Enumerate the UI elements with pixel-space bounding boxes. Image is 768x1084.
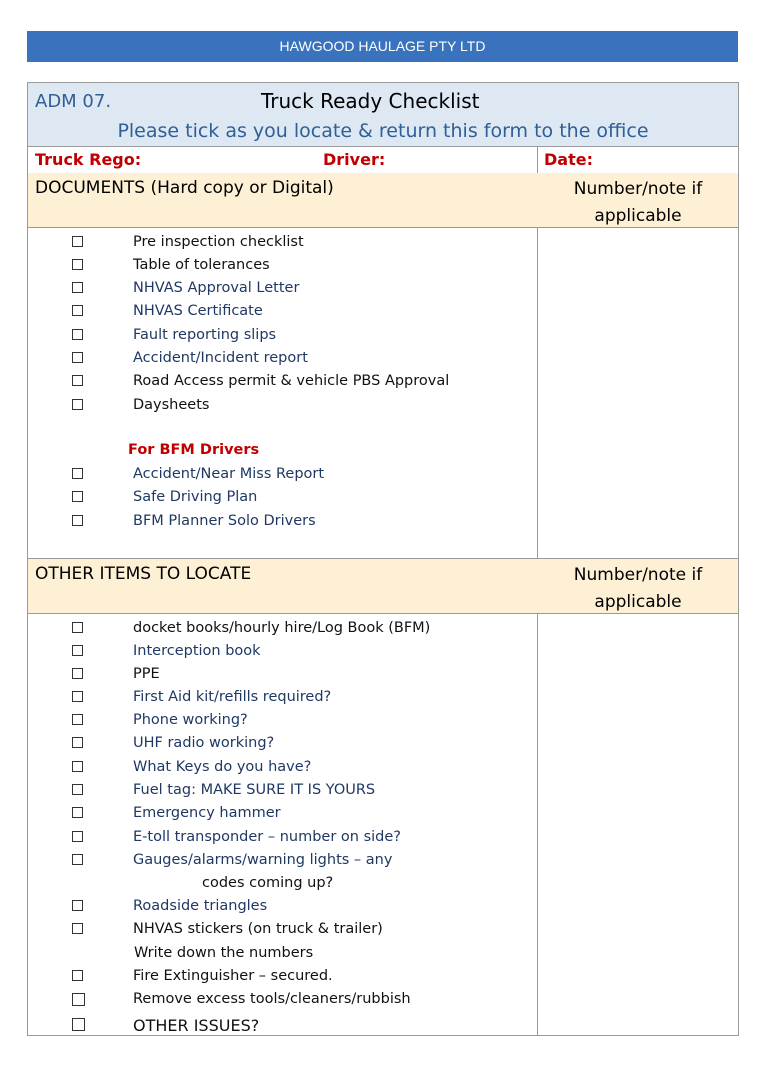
doc-item-label: NHVAS Approval Letter [133,280,300,296]
doc-item [28,303,528,325]
other-item-label: docket books/hourly hire/Log Book (BFM) [133,620,431,636]
checkbox[interactable] [72,854,83,865]
other-item [28,1016,528,1038]
form-title: Truck Ready Checklist [261,89,480,113]
other-section-header [28,558,738,614]
driver-label: Driver: [323,150,386,169]
doc-item [28,280,528,302]
doc-item [28,327,528,349]
other-item [28,805,528,827]
other-item [28,712,528,734]
checkbox[interactable] [72,282,83,293]
checkbox[interactable] [72,761,83,772]
other-item-label: Remove excess tools/cleaners/rubbish [133,991,411,1007]
other-item-label: Fire Extinguisher – secured. [133,968,333,984]
other-item-label: Phone working? [133,712,248,728]
other-item-label: Interception book [133,643,261,659]
documents-note-header [538,176,738,230]
doc-item-label: Accident/Incident report [133,350,308,366]
doc-item-label: Fault reporting slips [133,327,277,343]
other-item [28,643,528,665]
checkbox[interactable] [72,259,83,270]
doc-item-label: Daysheets [133,397,210,413]
checkbox[interactable] [72,691,83,702]
note-header-line-1: Number/note if [573,179,703,199]
other-item [28,852,528,874]
checkbox[interactable] [72,668,83,679]
bfm-heading: For BFM Drivers [128,442,260,458]
gauges-continuation: codes coming up? [202,875,334,891]
checkbox[interactable] [72,900,83,911]
nhvas-continuation: Write down the numbers [134,945,314,961]
bfm-item-label: Safe Driving Plan [133,489,258,505]
checkbox[interactable] [72,737,83,748]
doc-item [28,397,528,419]
other-item [28,782,528,804]
checkbox[interactable] [72,1018,85,1031]
note-header-line-2: applicable [594,206,682,226]
other-item [28,968,528,990]
other-item-label: NHVAS stickers (on truck & trailer) [133,921,383,937]
doc-item-label: Road Access permit & vehicle PBS Approval [133,373,450,389]
checkbox[interactable] [72,923,83,934]
documents-title: DOCUMENTS (Hard copy or Digital) [35,178,334,198]
other-item-label: PPE [133,666,160,682]
form-subtitle: Please tick as you locate & return this form to the office [117,120,649,142]
other-item [28,666,528,688]
other-item [28,829,528,851]
checkbox[interactable] [72,236,83,247]
doc-item [28,350,528,372]
checkbox[interactable] [72,329,83,340]
checkbox[interactable] [72,714,83,725]
checkbox[interactable] [72,352,83,363]
checkbox[interactable] [72,993,85,1006]
checkbox[interactable] [72,645,83,656]
other-item-label: E-toll transponder – number on side? [133,829,401,845]
bfm-item [28,513,528,535]
checkbox[interactable] [72,807,83,818]
form-code: ADM 07. [35,91,112,112]
doc-item-label: NHVAS Certificate [133,303,263,319]
doc-item-label: Pre inspection checklist [133,234,304,250]
doc-item [28,234,528,256]
checkbox[interactable] [72,622,83,633]
details-row [28,146,738,174]
checkbox[interactable] [72,831,83,842]
other-item-label: Emergency hammer [133,805,281,821]
bfm-item-label: BFM Planner Solo Drivers [133,513,316,529]
note-header-line-2: applicable [594,592,682,612]
checklist-form [27,82,739,1036]
other-item [28,735,528,757]
checkbox[interactable] [72,515,83,526]
date-label: Date: [544,150,593,169]
other-note-header [538,562,738,616]
documents-section-header [28,173,738,228]
truck-rego-label: Truck Rego: [35,150,142,169]
doc-item-label: Table of tolerances [133,257,270,273]
other-item-label: Gauges/alarms/warning lights – any [133,852,393,868]
note-header-line-1: Number/note if [573,565,703,585]
other-item [28,689,528,711]
company-banner: HAWGOOD HAULAGE PTY LTD [27,31,738,62]
other-title: OTHER ITEMS TO LOCATE [35,564,252,584]
checkbox[interactable] [72,784,83,795]
other-item-label: OTHER ISSUES? [133,1016,260,1035]
other-item-label: What Keys do you have? [133,759,312,775]
other-item [28,759,528,781]
doc-item [28,257,528,279]
other-item-label: Fuel tag: MAKE SURE IT IS YOURS [133,782,376,798]
other-item-label: UHF radio working? [133,735,275,751]
other-item [28,620,528,642]
other-item [28,921,528,943]
other-item [28,991,528,1013]
other-item-label: First Aid kit/refills required? [133,689,332,705]
other-item [28,898,528,920]
doc-item [28,373,528,395]
bfm-item [28,489,528,511]
other-item-label: Roadside triangles [133,898,268,914]
bfm-item [28,466,528,488]
checkbox[interactable] [72,305,83,316]
checkbox[interactable] [72,468,83,479]
checkbox[interactable] [72,970,83,981]
checkbox[interactable] [72,491,83,502]
form-title-block [28,83,738,147]
checkbox[interactable] [72,375,83,386]
checkbox[interactable] [72,399,83,410]
bfm-item-label: Accident/Near Miss Report [133,466,325,482]
